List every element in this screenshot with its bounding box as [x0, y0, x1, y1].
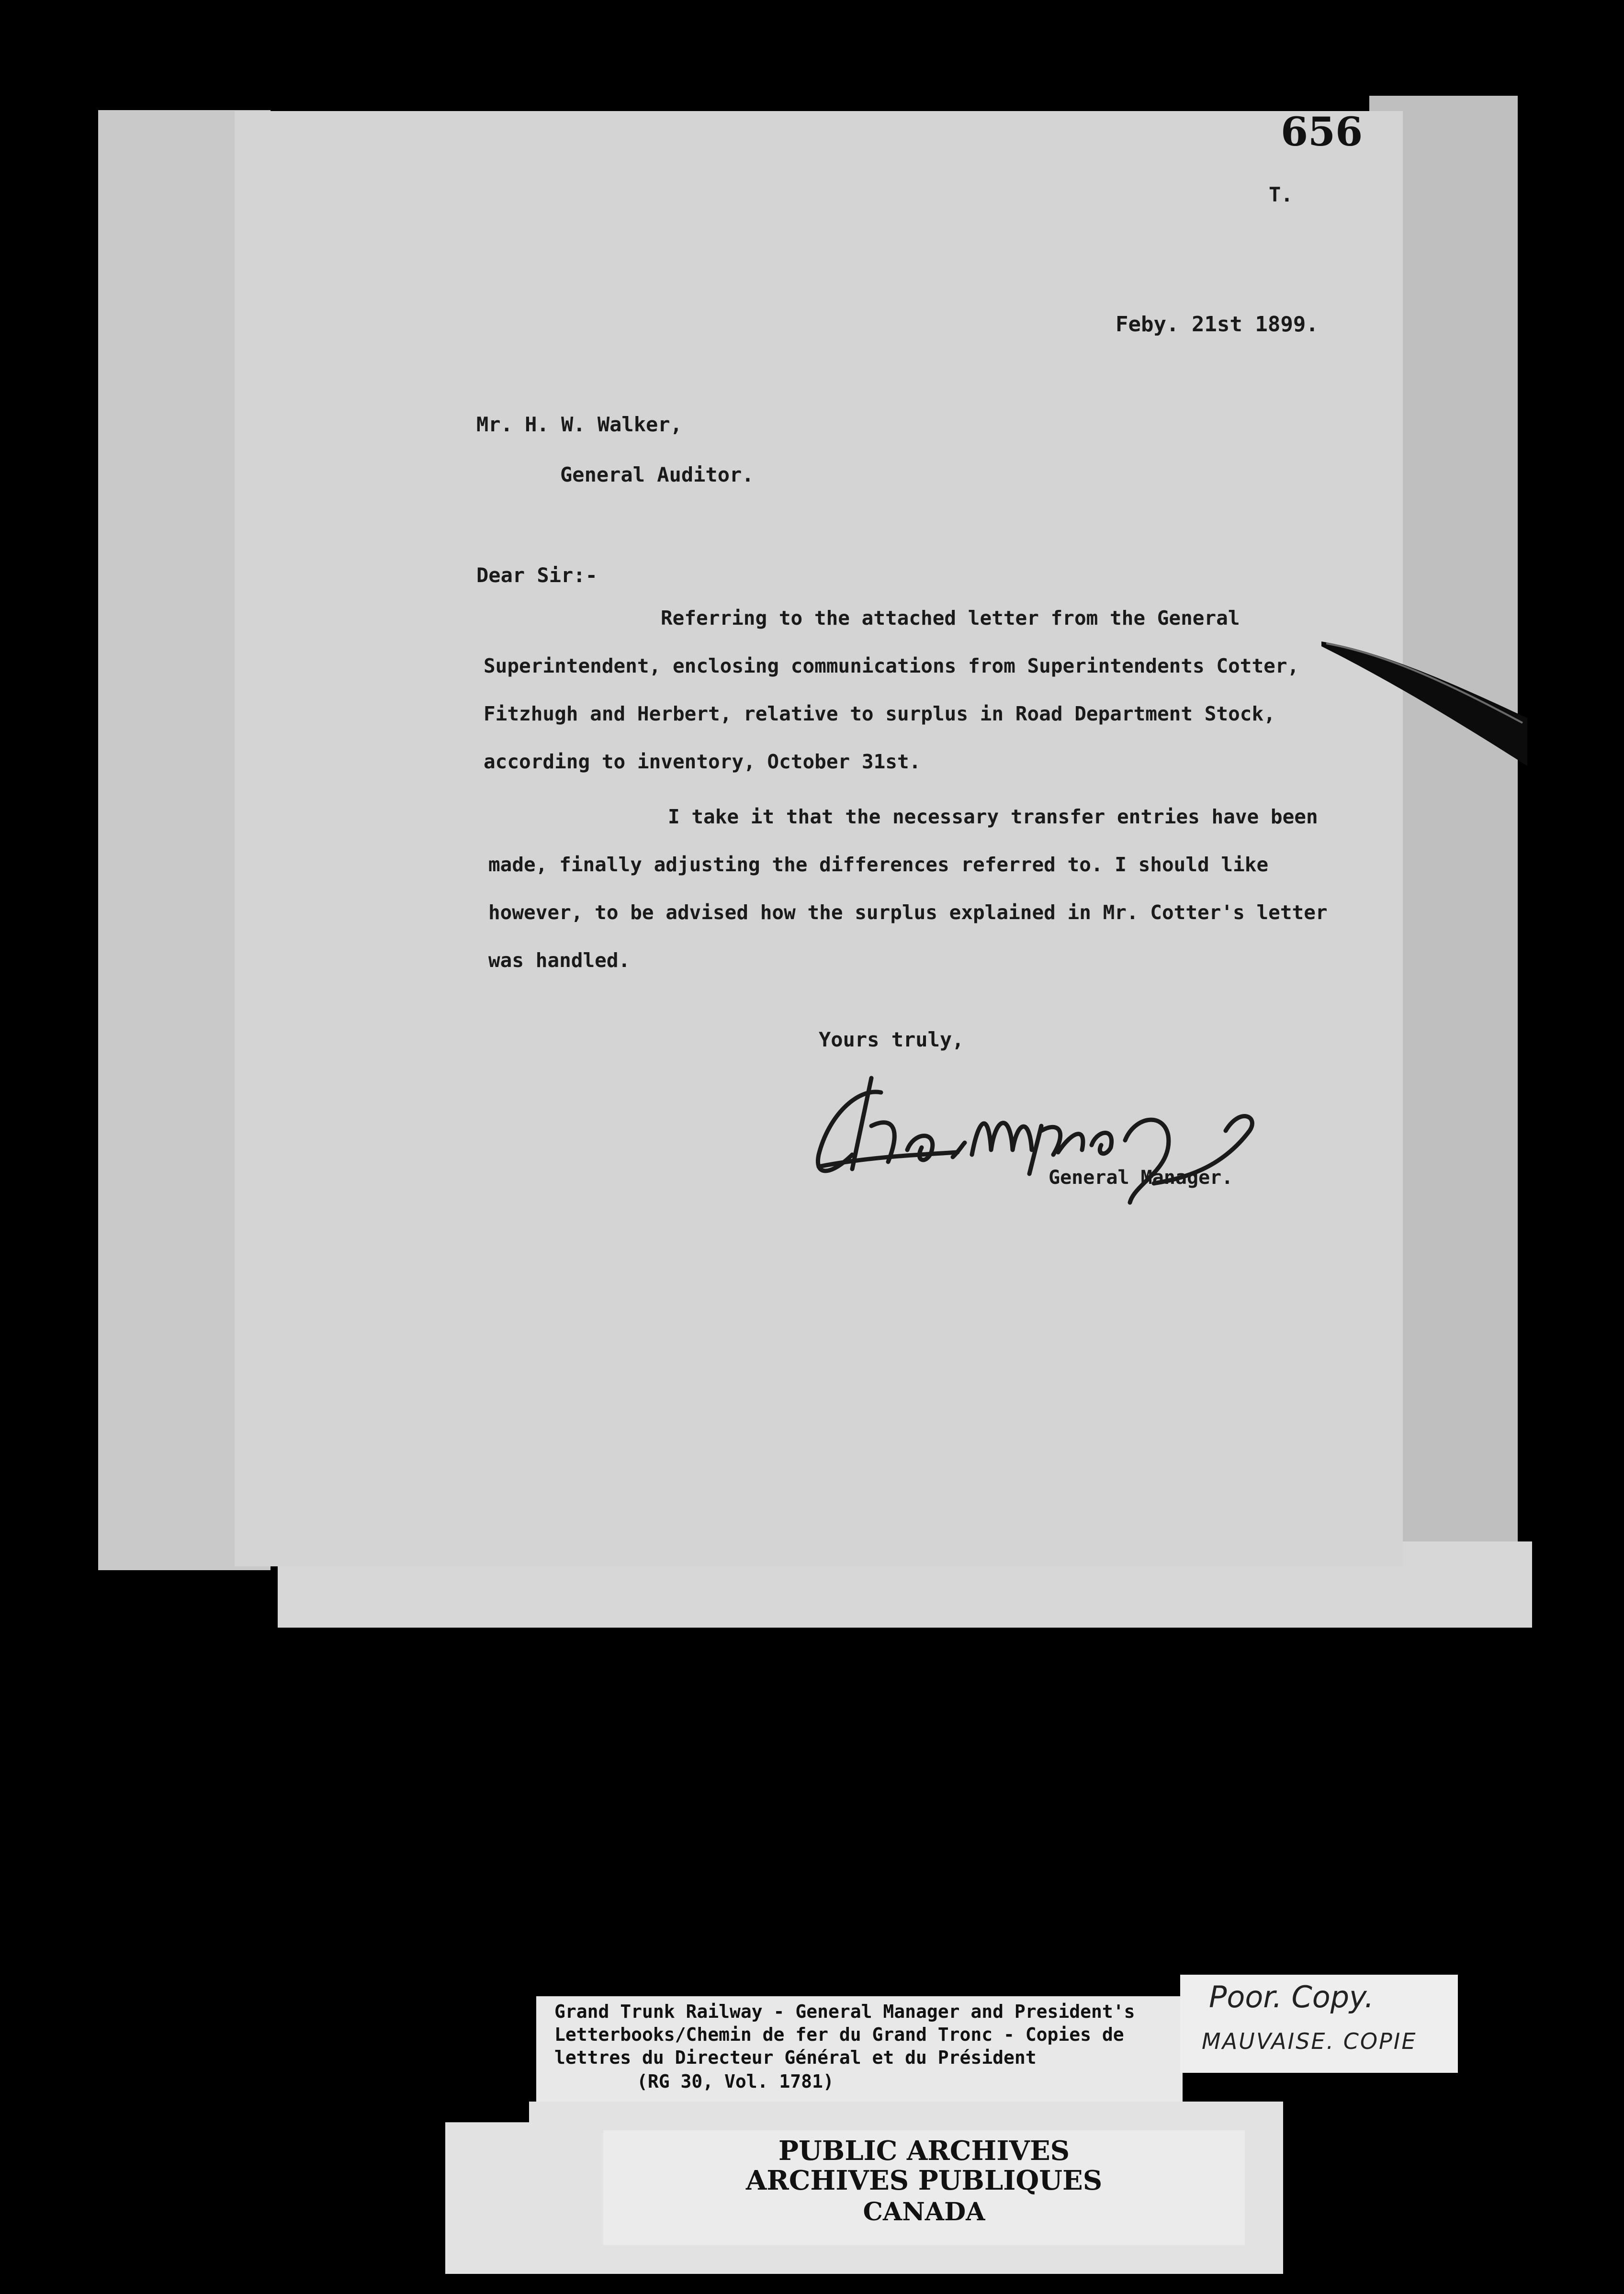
note-line: Poor. Copy.: [1209, 1979, 1374, 2014]
body-line: I take it that the necessary transfer entries have been: [668, 805, 1318, 828]
archive-label-line: lettres du Directeur Général et du Président: [554, 2047, 1037, 2068]
corner-mark: T.: [1269, 183, 1293, 206]
note-line: MAUVAISE. COPIE: [1202, 2028, 1417, 2054]
stamp-line: CANADA: [863, 2197, 985, 2227]
pen-tip: [1321, 608, 1527, 766]
archive-label-line: Letterbooks/Chemin de fer du Grand Tronc - Copies de: [554, 2024, 1124, 2045]
stamp-line: ARCHIVES PUBLIQUES: [745, 2165, 1103, 2196]
letter-page: [235, 111, 1403, 1566]
page-number: 656: [1281, 109, 1363, 155]
addressee-name: Mr. H. W. Walker,: [476, 413, 682, 436]
body-line: Fitzhugh and Herbert, relative to surplus in Road Department Stock,: [484, 702, 1275, 725]
body-line: was handled.: [488, 949, 631, 972]
body-line: according to inventory, October 31st.: [484, 750, 921, 773]
archive-label-line: Grand Trunk Railway - General Manager and President's: [554, 2001, 1135, 2022]
salutation: Dear Sir:-: [476, 563, 598, 587]
body-line: made, finally adjusting the differences referred to. I should like: [488, 853, 1269, 876]
body-line: Referring to the attached letter from the General: [661, 607, 1240, 630]
stamp-line: PUBLIC ARCHIVES: [778, 2135, 1070, 2167]
addressee-title: General Auditor.: [560, 463, 754, 486]
signer-title: General Manager.: [1049, 1167, 1233, 1189]
letter-date: Feby. 21st 1899.: [1116, 312, 1319, 337]
body-line: Superintendent, enclosing communications from Superintendents Cotter,: [484, 654, 1299, 677]
archive-reference: (RG 30, Vol. 1781): [637, 2071, 834, 2092]
closing: Yours truly,: [819, 1028, 964, 1051]
handwritten-signature: [800, 1059, 1302, 1212]
poor-copy-note: [1180, 1975, 1458, 2073]
body-line: however, to be advised how the surplus explained in Mr. Cotter's letter: [488, 901, 1328, 924]
archive-stamp: [603, 2130, 1245, 2245]
